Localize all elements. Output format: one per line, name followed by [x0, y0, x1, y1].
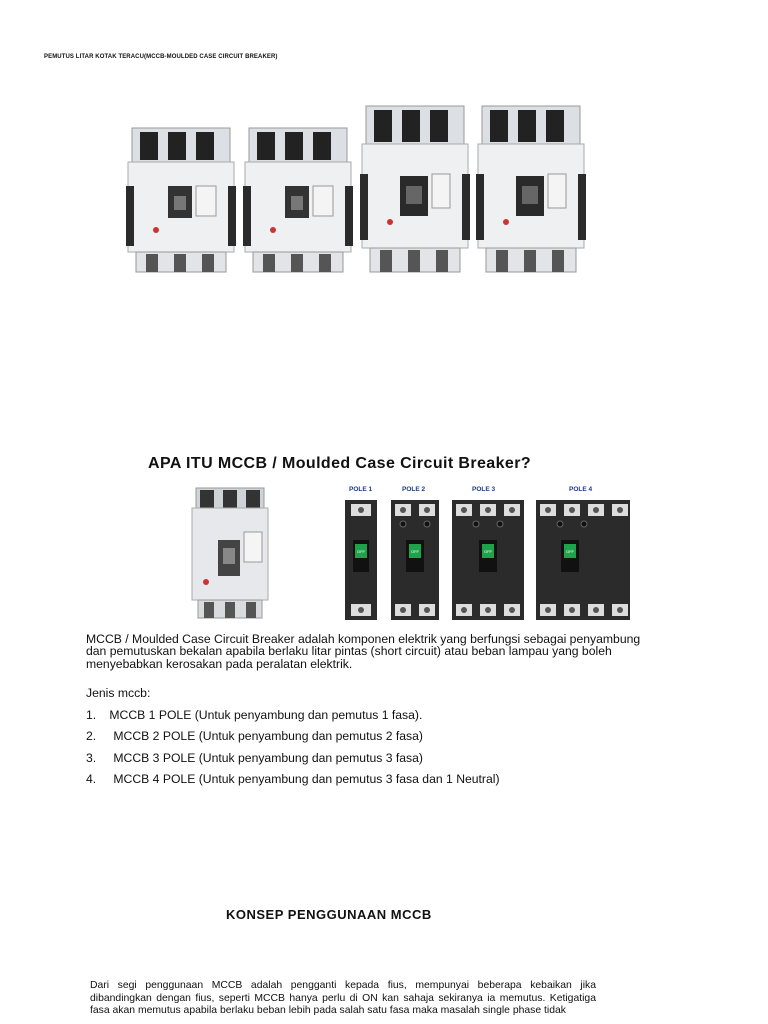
section-title-konsep-penggunaan: KONSEP PENGGUNAAN MCCB: [226, 907, 432, 922]
pole-3-label: POLE 3: [472, 486, 496, 493]
list-item-text: MCCB 3 POLE (Untuk penyambung dan pemutus 3 fasa): [113, 751, 423, 765]
document-heading: PEMUTUS LITAR KOTAK TERACU(MCCB-MOULDED CASE CIRCUIT BREAKER): [44, 54, 278, 60]
list-item-number: 4.: [86, 772, 97, 786]
list-item-text: MCCB 1 POLE (Untuk penyambung dan pemutus 1 fasa).: [109, 708, 423, 722]
konsep-paragraph: Dari segi penggunaan MCCB adalah pengganti kepada fius, mempunyai beberapa kebaikan jika dibandingkan dengan fius, seperti MCCB hanya perlu di ON kan sahaja sekiranya ia memutus. Ketigatiga fasa akan memutus apabila berlaku beban lebih pada salah satu fasa maka masalah single phase tidak: [90, 980, 596, 1016]
list-item-number: 1.: [86, 708, 97, 722]
mccb-photo-1: [126, 126, 236, 276]
pole-3-breaker: [452, 500, 524, 620]
list-item-number: 3.: [86, 751, 97, 765]
pole-diagram: [342, 482, 634, 624]
mccb-photo-3: [360, 104, 470, 276]
mccb-product-photo: [190, 486, 270, 621]
mccb-photo-4: [476, 104, 586, 276]
pole-2-label: POLE 2: [402, 486, 426, 493]
pole-4-breaker: [536, 500, 630, 620]
jenis-mccb-label: Jenis mccb:: [86, 686, 151, 700]
section-title-apa-itu-mccb: APA ITU MCCB / Moulded Case Circuit Breaker?: [148, 455, 531, 472]
list-item-text: MCCB 4 POLE (Untuk penyambung dan pemutus 3 fasa dan 1 Neutral): [113, 772, 500, 786]
list-item-number: 2.: [86, 729, 97, 743]
list-item: [86, 772, 500, 786]
list-item-text: MCCB 2 POLE (Untuk penyambung dan pemutus 2 fasa): [113, 729, 423, 743]
pole-1-label: POLE 1: [349, 486, 373, 493]
pole-1-breaker: [345, 500, 377, 620]
list-item: [86, 708, 422, 722]
pole-1-off-label: OFF: [357, 549, 365, 554]
list-item: [86, 729, 423, 743]
pole-2-off-label: OFF: [411, 549, 419, 554]
pole-4-off-label: OFF: [566, 549, 574, 554]
pole-3-off-label: OFF: [484, 549, 492, 554]
pole-4-label: POLE 4: [569, 486, 593, 493]
list-item: [86, 751, 423, 765]
mccb-description: MCCB / Moulded Case Circuit Breaker adalah komponen elektrik yang berfungsi sebagai penyambung dan pemutuskan bekalan apabila berlaku litar pintas (short circuit) atau beban lampau yang boleh menyebabkan kerosakan pada peralatan elektrik.: [86, 632, 641, 671]
mccb-photo-2: [243, 126, 353, 276]
pole-2-breaker: [391, 500, 439, 620]
